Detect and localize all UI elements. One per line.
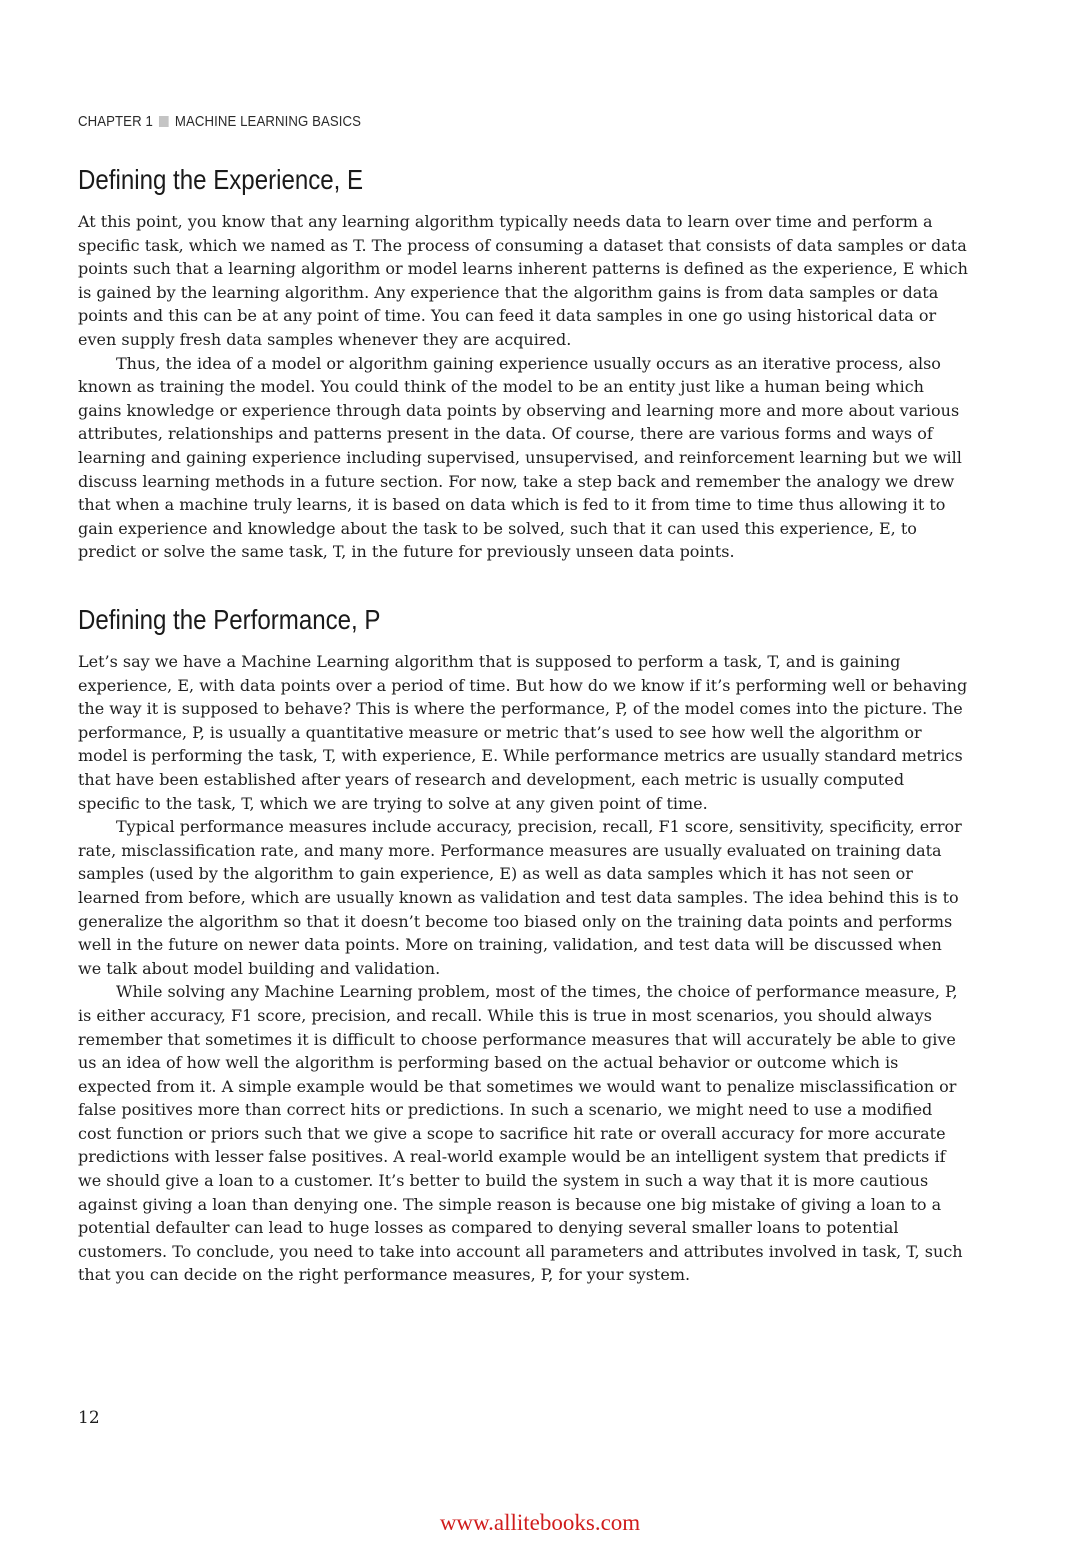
chapter-label: CHAPTER 1	[78, 113, 153, 130]
section-heading-experience: Defining the Experience, E	[78, 164, 364, 195]
paragraph: At this point, you know that any learning algorithm typically needs data to learn over time and perform a specific task, which we named as T. The process of consuming a dataset that consists of data samples or data points such that a learning algorithm or model learns inherent patterns is defined as the experience, E which is gained by the learning algorithm. Any experience that the algorithm gains is from data samples or data points and this can be at any point of time. You can feed it data samples in one go using historical data or even supply fresh data samples whenever they are acquired.	[78, 212, 968, 349]
paragraph: Typical performance measures include accuracy, precision, recall, F1 score, sensitivity, specificity, error rate, misclassification rate, and many more. Performance measures are usually evaluated on training data samples (used by the algorithm to gain experience, E) as well as data samples which it has not seen or learned from before, which are usually known as validation and test data samples. The idea behind this is to generalize the algorithm so that it doesn’t become too biased only on the training data points and performs well in the future on newer data points. More on training, validation, and test data will be discussed when we talk about model building and validation.	[78, 817, 962, 978]
paragraph: Thus, the idea of a model or algorithm gaining experience usually occurs as an iterative process, also known as training the model. You could think of the model to be an entity just like a human being which gains knowledge or experience through data points by observing and learning more and more about various attributes, relationships and patterns present in the data. Of course, there are various forms and ways of learning and gaining experience including supervised, unsupervised, and reinforcement learning but we will discuss learning methods in a future section. For now, take a step back and remember the analogy we drew that when a machine truly learns, it is based on data which is fed to it from time to time thus allowing it to gain experience and knowledge about the task to be solved, such that it can used this experience, E, to predict or solve the same task, T, in the future for previously unseen data points.	[78, 353, 962, 562]
paragraph: While solving any Machine Learning problem, most of the times, the choice of performance measure, P, is either accuracy, F1 score, precision, and recall. While this is true in most scenarios, you should always remember that sometimes it is difficult to choose performance measures that will accurately be able to give us an idea of how well the algorithm is performing based on the actual behavior or outcome which is expected from it. A simple example would be that sometimes we would want to penalize misclassification or false positives more than correct hits or predictions. In such a scenario, we might need to use a modified cost function or priors such that we give a scope to sacrifice hit rate or overall accuracy for more accurate predictions with lesser false positives. A real-world example would be an intelligent system that predicts if we should give a loan to a customer. It’s better to build the system in such a way that it is more cautious against giving a loan than denying one. The simple reason is because one big mistake of giving a loan to a potential defaulter can lead to huge losses as compared to denying several smaller loans to potential customers. To conclude, you need to take into account all parameters and attributes involved in task, T, such that you can decide on the right performance measures, P, for your system.	[78, 982, 963, 1285]
section-body-performance	[78, 650, 968, 1287]
section-heading-performance: Defining the Performance, P	[78, 604, 381, 635]
footer-website-link[interactable]: www.allitebooks.com	[439, 1510, 641, 1535]
paragraph: Let’s say we have a Machine Learning algorithm that is supposed to perform a task, T, and is gaining experience, E, with data points over a period of time. But how do we know if it’s performing well or behaving the way it is supposed to behave? This is where the performance, P, of the model comes into the picture. The performance, P, is usually a quantitative measure or metric that’s used to see how well the algorithm or model is performing the task, T, with experience, E. While performance metrics are usually standard metrics that have been established after years of research and development, each metric is usually computed specific to the task, T, which we are trying to solve at any given point of time.	[78, 652, 968, 813]
chapter-title: MACHINE LEARNING BASICS	[174, 113, 362, 130]
separator-square-icon	[159, 116, 169, 127]
section-body-experience	[78, 210, 968, 564]
running-header	[78, 113, 361, 130]
page-number: 12	[78, 1408, 100, 1428]
